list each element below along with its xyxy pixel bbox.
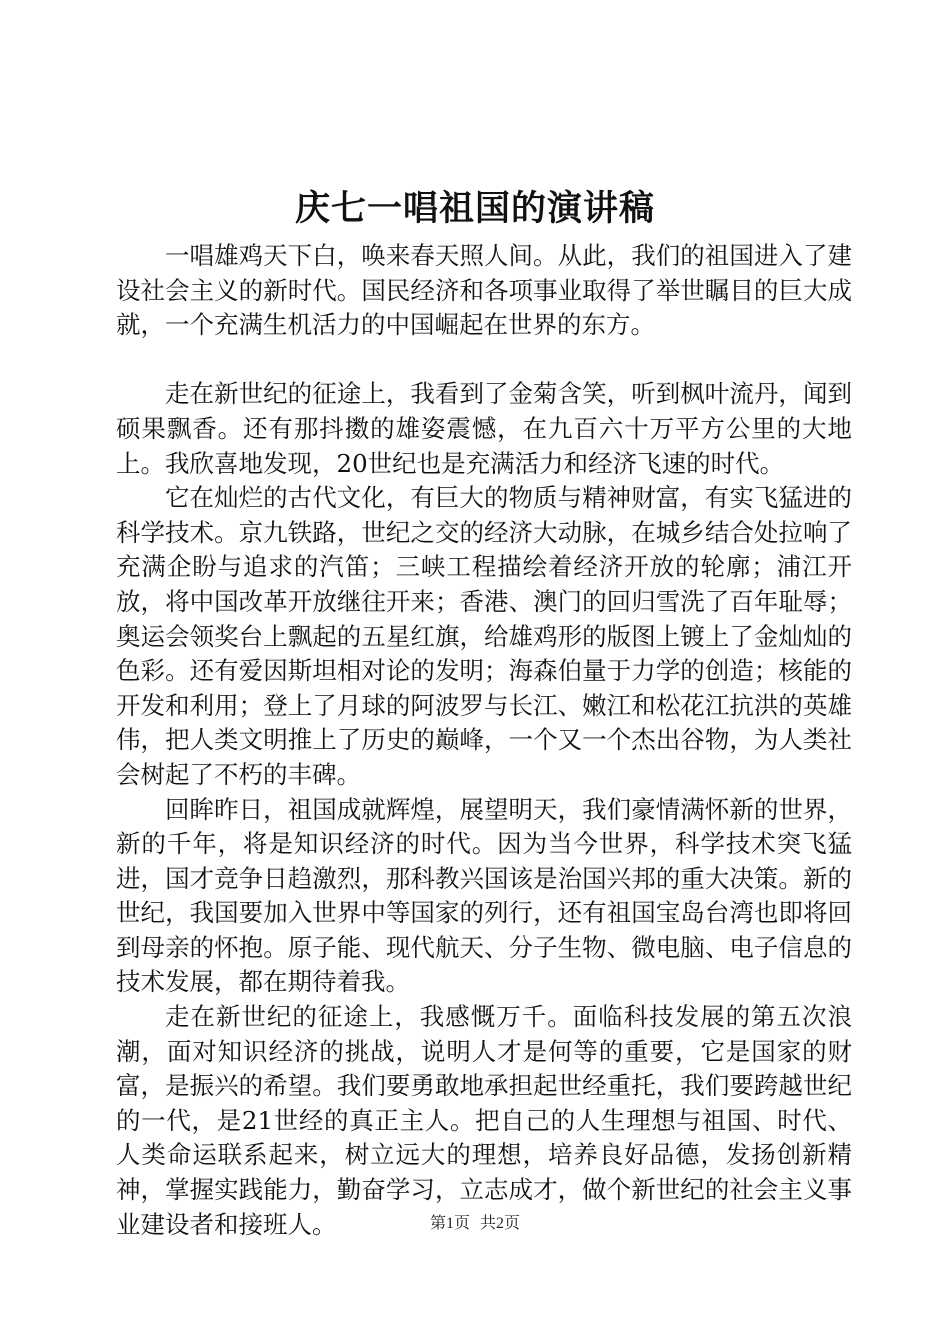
- paragraph-4: 回眸昨日，祖国成就辉煌，展望明天，我们豪情满怀新的世界，新的千年，将是知识经济的时代。因为当今世界，科学技术突飞猛进，国才竞争日趋激烈，那科教兴国该是治国兴邦的重大决策。新的世纪，我国要加入世界中等国家的列行，还有祖国宝岛台湾也即将回到母亲的怀抱。原子能、现代航天、分子生物、微电脑、电子信息的技术发展，都在期待着我。: [116, 794, 852, 997]
- document-body: [116, 239, 852, 1242]
- page-number: 第1页: [429, 1215, 470, 1232]
- paragraph-spacer: [116, 343, 852, 378]
- paragraph-5: 走在新世纪的征途上，我感慨万千。面临科技发展的第五次浪潮，面对知识经济的挑战，说明人才是何等的重要，它是国家的财富，是振兴的希望。我们要勇敢地承担起世经重托，我们要跨越世纪的一代，是21世经的真正主人。把自己的人生理想与祖国、时代、人类命运联系起来，树立远大的理想，培养良好品德，发扬创新精神，掌握实践能力，勤奋学习，立志成才，做个新世纪的社会主义事业建设者和接班人。: [116, 1002, 852, 1239]
- page-total: 共2页: [480, 1215, 521, 1232]
- paragraph-1: 一唱雄鸡天下白，唤来春天照人间。从此，我们的祖国进入了建设社会主义的新时代。国民经济和各项事业取得了举世瞩目的巨大成就，一个充满生机活力的中国崛起在世界的东方。: [116, 241, 852, 340]
- page-footer: [0, 1213, 950, 1235]
- document-title: 庆七一唱祖国的演讲稿: [294, 189, 655, 229]
- paragraph-3: 它在灿烂的古代文化，有巨大的物质与精神财富，有实飞猛进的科学技术。京九铁路，世纪之交的经济大动脉，在城乡结合处拉响了充满企盼与追求的汽笛；三峡工程描绘着经济开放的轮廓；浦江开放，将中国改革开放继往开来；香港、澳门的回归雪洗了百年耻辱；奥运会领奖台上飘起的五星红旗，给雄鸡形的版图上镀上了金灿灿的色彩。还有爱因斯坦相对论的发明；海森伯量于力学的创造；核能的开发和利用；登上了月球的阿波罗与长江、嫩江和松花江抗洪的英雄伟，把人类文明推上了历史的巅峰，一个又一个杰出谷物，为人类社会树起了不朽的丰碑。: [116, 483, 852, 789]
- paragraph-2: 走在新世纪的征途上，我看到了金菊含笑，听到枫叶流丹，闻到硕果飘香。还有那抖擞的雄姿震憾，在九百六十万平方公里的大地上。我欣喜地发现，20世纪也是充满活力和经济飞速的时代。: [116, 379, 852, 478]
